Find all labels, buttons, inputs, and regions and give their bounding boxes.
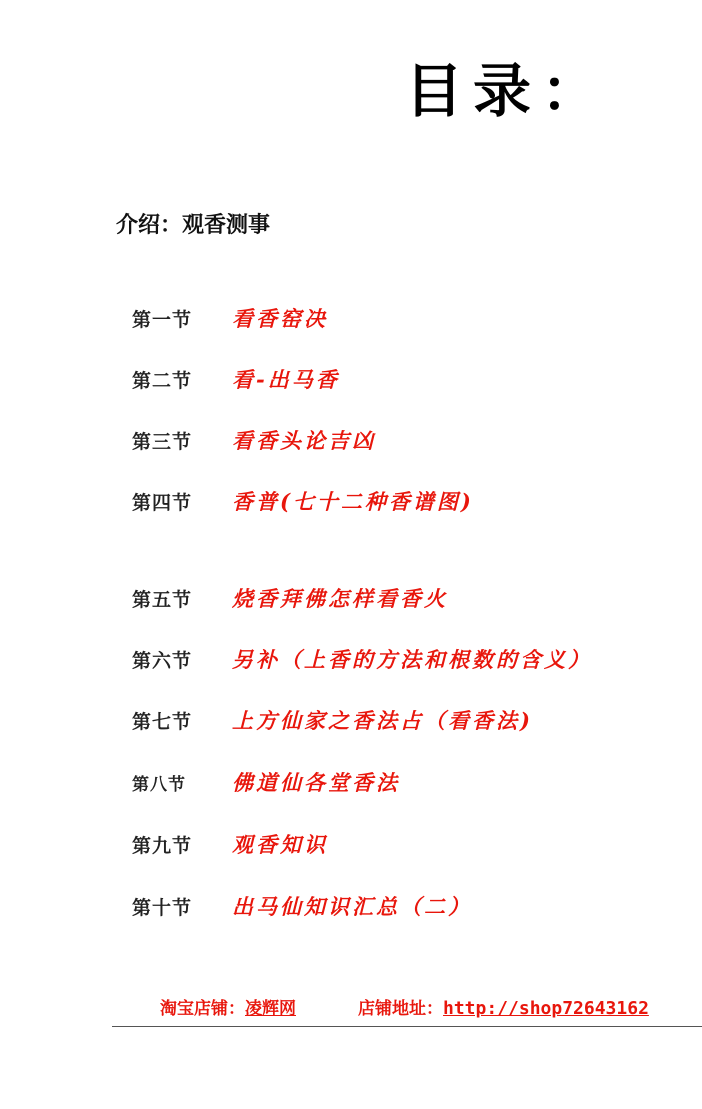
toc-item-number: 第一节 [132,308,193,331]
toc-item-9 [132,829,328,859]
toc-item-number: 第九节 [132,834,193,857]
toc-item-3 [132,425,376,455]
toc-item-number: 第五节 [132,588,193,611]
toc-item-title: 上方仙家之香法占（看香法) [232,708,533,733]
toc-item-number: 第六节 [132,649,193,672]
toc-item-title: 看香头论吉凶 [232,428,376,453]
toc-item-7 [132,705,533,735]
toc-item-4 [132,486,474,516]
toc-item-number: 第十节 [132,896,193,919]
toc-item-8 [132,767,400,797]
footer-divider [112,1026,702,1027]
toc-item-title: 观香知识 [232,832,328,857]
toc-item-10 [132,891,472,921]
page-title: 目录： [405,57,610,125]
toc-item-title: 香普(七十二种香谱图) [232,489,474,514]
address-label: 店铺地址： [358,999,443,1019]
toc-item-title: 看-出马香 [232,367,340,392]
shop-url-link[interactable]: http://shop72643162 [443,998,649,1019]
toc-item-title: 看香窑决 [232,306,328,331]
toc-item-number: 第三节 [132,430,193,453]
intro-heading: 介绍：观香测事 [116,212,271,238]
toc-item-number: 第二节 [132,369,193,392]
toc-item-title: 另补（上香的方法和根数的含义） [232,647,592,672]
toc-item-number: 第八节 [132,774,186,795]
toc-item-title: 出马仙知识汇总（二） [232,894,472,919]
shop-name-link[interactable]: 凌辉网 [245,999,296,1019]
toc-item-1 [132,303,328,333]
footer [160,1000,649,1018]
shop-label: 淘宝店铺： [160,999,245,1019]
toc-item-2 [132,364,340,394]
toc-item-number: 第四节 [132,491,193,514]
toc-item-6 [132,644,592,674]
toc-item-number: 第七节 [132,710,193,733]
toc-item-title: 佛道仙各堂香法 [232,770,400,795]
toc-item-title: 烧香拜佛怎样看香火 [232,586,448,611]
toc-item-5 [132,583,448,613]
